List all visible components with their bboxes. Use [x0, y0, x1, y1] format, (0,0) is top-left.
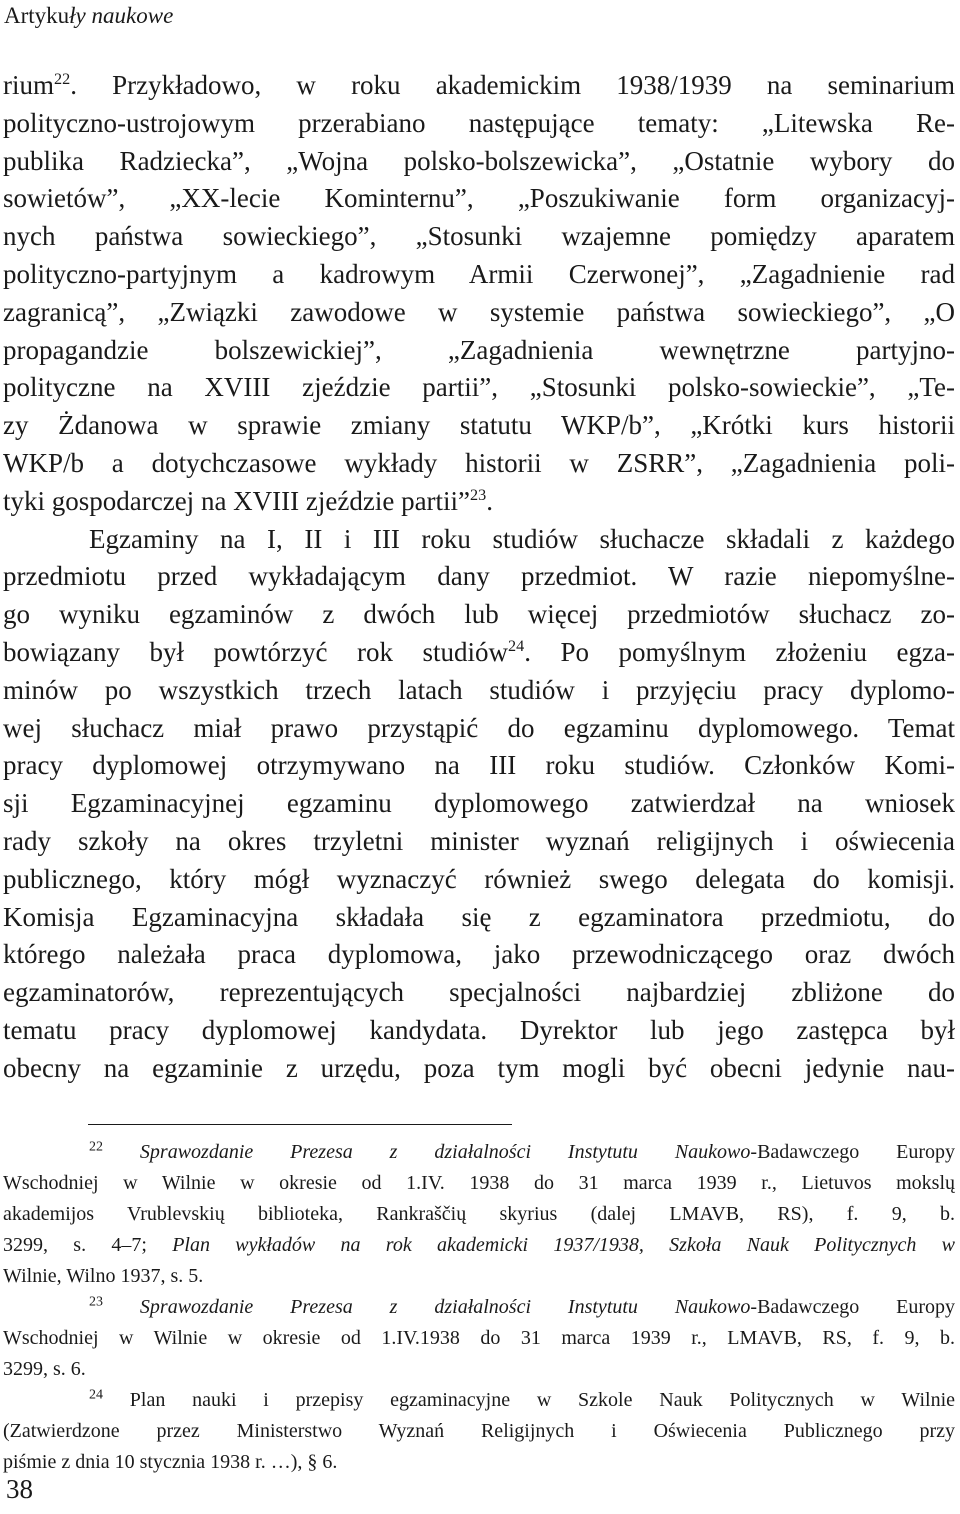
footnote-line [3, 1323, 955, 1354]
footnote-text: Badawczego Europy [757, 1296, 956, 1318]
footnote-line [3, 1168, 955, 1199]
footnote-text: (Zatwierdzone przez Ministerstwo Wyznań Religijnych i Oświecenia Publicznego przy [3, 1420, 955, 1442]
footnote-number: 23 [89, 1294, 103, 1310]
body-line: polityczno-partyjnym a kadrowym Armii Czerwonej”, „Zagadnienie rad [3, 258, 955, 289]
body-line [3, 67, 955, 105]
body-line: przedmiotu przed wykładającym dany przedmiot. W razie niepomyślne- [3, 561, 955, 592]
body-line: Komisja Egzaminacyjna składała się z egzaminatora przedmiotu, do [3, 901, 955, 932]
body-line: WKP/b a dotychczasowe wykłady historii w ZSRR”, „Zagadnienia poli- [3, 447, 955, 478]
footnote-line [3, 1447, 955, 1478]
body-line: rady szkoły na okres trzyletni minister wyznań religijnych i oświecenia [3, 825, 955, 856]
running-header-prefix: Artyku [4, 3, 70, 28]
body-line: publicznego, który mógł wyznaczyć również swego delegata do komisji. [3, 863, 955, 894]
footnote-number: 24 [89, 1387, 103, 1403]
body-line: Egzaminy na I, II i III roku studiów słuchacze składali z każdego [89, 523, 955, 554]
footnote-line [3, 1292, 955, 1323]
body-line: minów po wszystkich trzech latach studiów i przyjęciu pracy dyplomo- [3, 674, 955, 705]
body-line: którego należała praca dyplomowa, jako przewodniczącego oraz dwóch [3, 939, 955, 970]
body-line: sowietów”, „XX-lecie Kominternu”, „Poszukiwanie form organizacyj- [3, 183, 955, 214]
running-header [4, 2, 173, 30]
footnote-line [3, 1261, 955, 1292]
body-line: zagranicą”, „Związki zawodowe w systemie państwa sowieckiego”, „O [3, 296, 955, 327]
footnote-text [103, 1296, 140, 1318]
footnote-title: Plan wykładów na rok akademicki 1937/1938, Szkoła Nauk Politycznych w [172, 1234, 955, 1256]
body-line: egzaminatorów, reprezentujących specjalności najbardziej zbliżone do [3, 977, 955, 1008]
footnote-text: Wschodniej w Wilnie w okresie od 1.IV. 1938 do 31 marca 1939 r., Lietuvos mokslų [3, 1172, 955, 1194]
footnote-text: akademijos Vrublevskių biblioteka, Rankraščių skyrius (dalej LMAVB, RS), f. 9, b. [3, 1203, 955, 1225]
footnote-line [3, 1137, 955, 1168]
body-line: propagandzie bolszewickiej”, „Zagadnienia wewnętrzne partyjno- [3, 334, 955, 365]
body-line: zy Żdanowa w sprawie zmiany statutu WKP/b”, „Krótki kurs historii [3, 410, 955, 441]
footnote-text: Wschodniej w Wilnie w okresie od 1.IV.1938 do 31 marca 1939 r., LMAVB, RS, f. 9, b. [3, 1327, 955, 1349]
footnote-title: Sprawozdanie Prezesa z działalności Instytutu Naukowo- [139, 1141, 758, 1163]
footnote-separator [88, 1124, 512, 1125]
footnote-title: Sprawozdanie Prezesa z działalności Instytutu Naukowo- [139, 1296, 758, 1318]
footnote-text [103, 1141, 140, 1163]
body-line: polityczno-ustrojowym przerabiano następujące tematy: „Litewska Re- [3, 107, 955, 138]
body-line [3, 483, 955, 521]
footnote-line [3, 1416, 955, 1447]
body-line-text: . Po pomyślnym złożeniu egza- [524, 636, 955, 667]
body-line [3, 634, 955, 672]
footnote-line [3, 1230, 955, 1261]
body-line: nych państwa sowieckiego”, „Stosunki wzajemne pomiędzy aparatem [3, 221, 955, 252]
footnote-ref[interactable]: 22 [54, 70, 71, 88]
body-line-text: . [486, 485, 493, 516]
footnote-text: Plan nauki i przepisy egzaminacyjne w Szkole Nauk Politycznych w Wilnie [103, 1389, 955, 1411]
footnote-ref[interactable]: 23 [470, 485, 487, 504]
body-line: publika Radziecka”, „Wojna polsko-bolszewicka”, „Ostatnie wybory do [3, 145, 955, 176]
body-line: obecny na egzaminie z urzędu, poza tym mogli być obecni jedynie nau- [3, 1052, 955, 1083]
footnote-ref[interactable]: 24 [508, 636, 525, 655]
footnote-line [3, 1385, 955, 1416]
body-line: tematu pracy dyplomowej kandydata. Dyrektor lub jego zastępca był [3, 1014, 955, 1045]
footnote-text: Badawczego Europy [757, 1141, 956, 1163]
footnotes [3, 1137, 955, 1478]
footnote-text: Wilnie, Wilno 1937, s. 5. [3, 1265, 204, 1287]
footnote-text: piśmie z dnia 10 stycznia 1938 r. …), § 6. [3, 1451, 338, 1473]
footnote-line [3, 1354, 955, 1385]
footnote-text: 3299, s. 6. [3, 1358, 86, 1380]
page-number: 38 [6, 1474, 33, 1504]
body-line-text: bowiązany był powtórzyć rok studiów [3, 636, 509, 667]
body-line-text: rium [3, 70, 54, 100]
footnote-text: 3299, s. 4–7; [3, 1234, 173, 1256]
body-line: wej słuchacz miał prawo przystąpić do egzaminu dyplomowego. Temat [3, 712, 955, 743]
main-text [3, 67, 955, 1088]
body-line-text: tyki gospodarczej na XVIII zjeździe partii” [3, 485, 471, 516]
body-line: sji Egzaminacyjnej egzaminu dyplomowego zatwierdzał na wniosek [3, 788, 955, 819]
footnote-line [3, 1199, 955, 1230]
running-header-italic: ły naukowe [69, 3, 174, 28]
body-line-text: . Przykładowo, w roku akademickim 1938/1939 na seminarium [70, 70, 955, 100]
body-line: go wyniku egzaminów z dwóch lub więcej przedmiotów słuchacz zo- [3, 599, 955, 630]
footnote-number: 22 [89, 1139, 103, 1155]
body-line: polityczne na XVIII zjeździe partii”, „Stosunki polsko-sowieckie”, „Te- [3, 372, 955, 403]
body-line: pracy dyplomowej otrzymywano na III roku studiów. Członków Komi- [3, 750, 955, 781]
